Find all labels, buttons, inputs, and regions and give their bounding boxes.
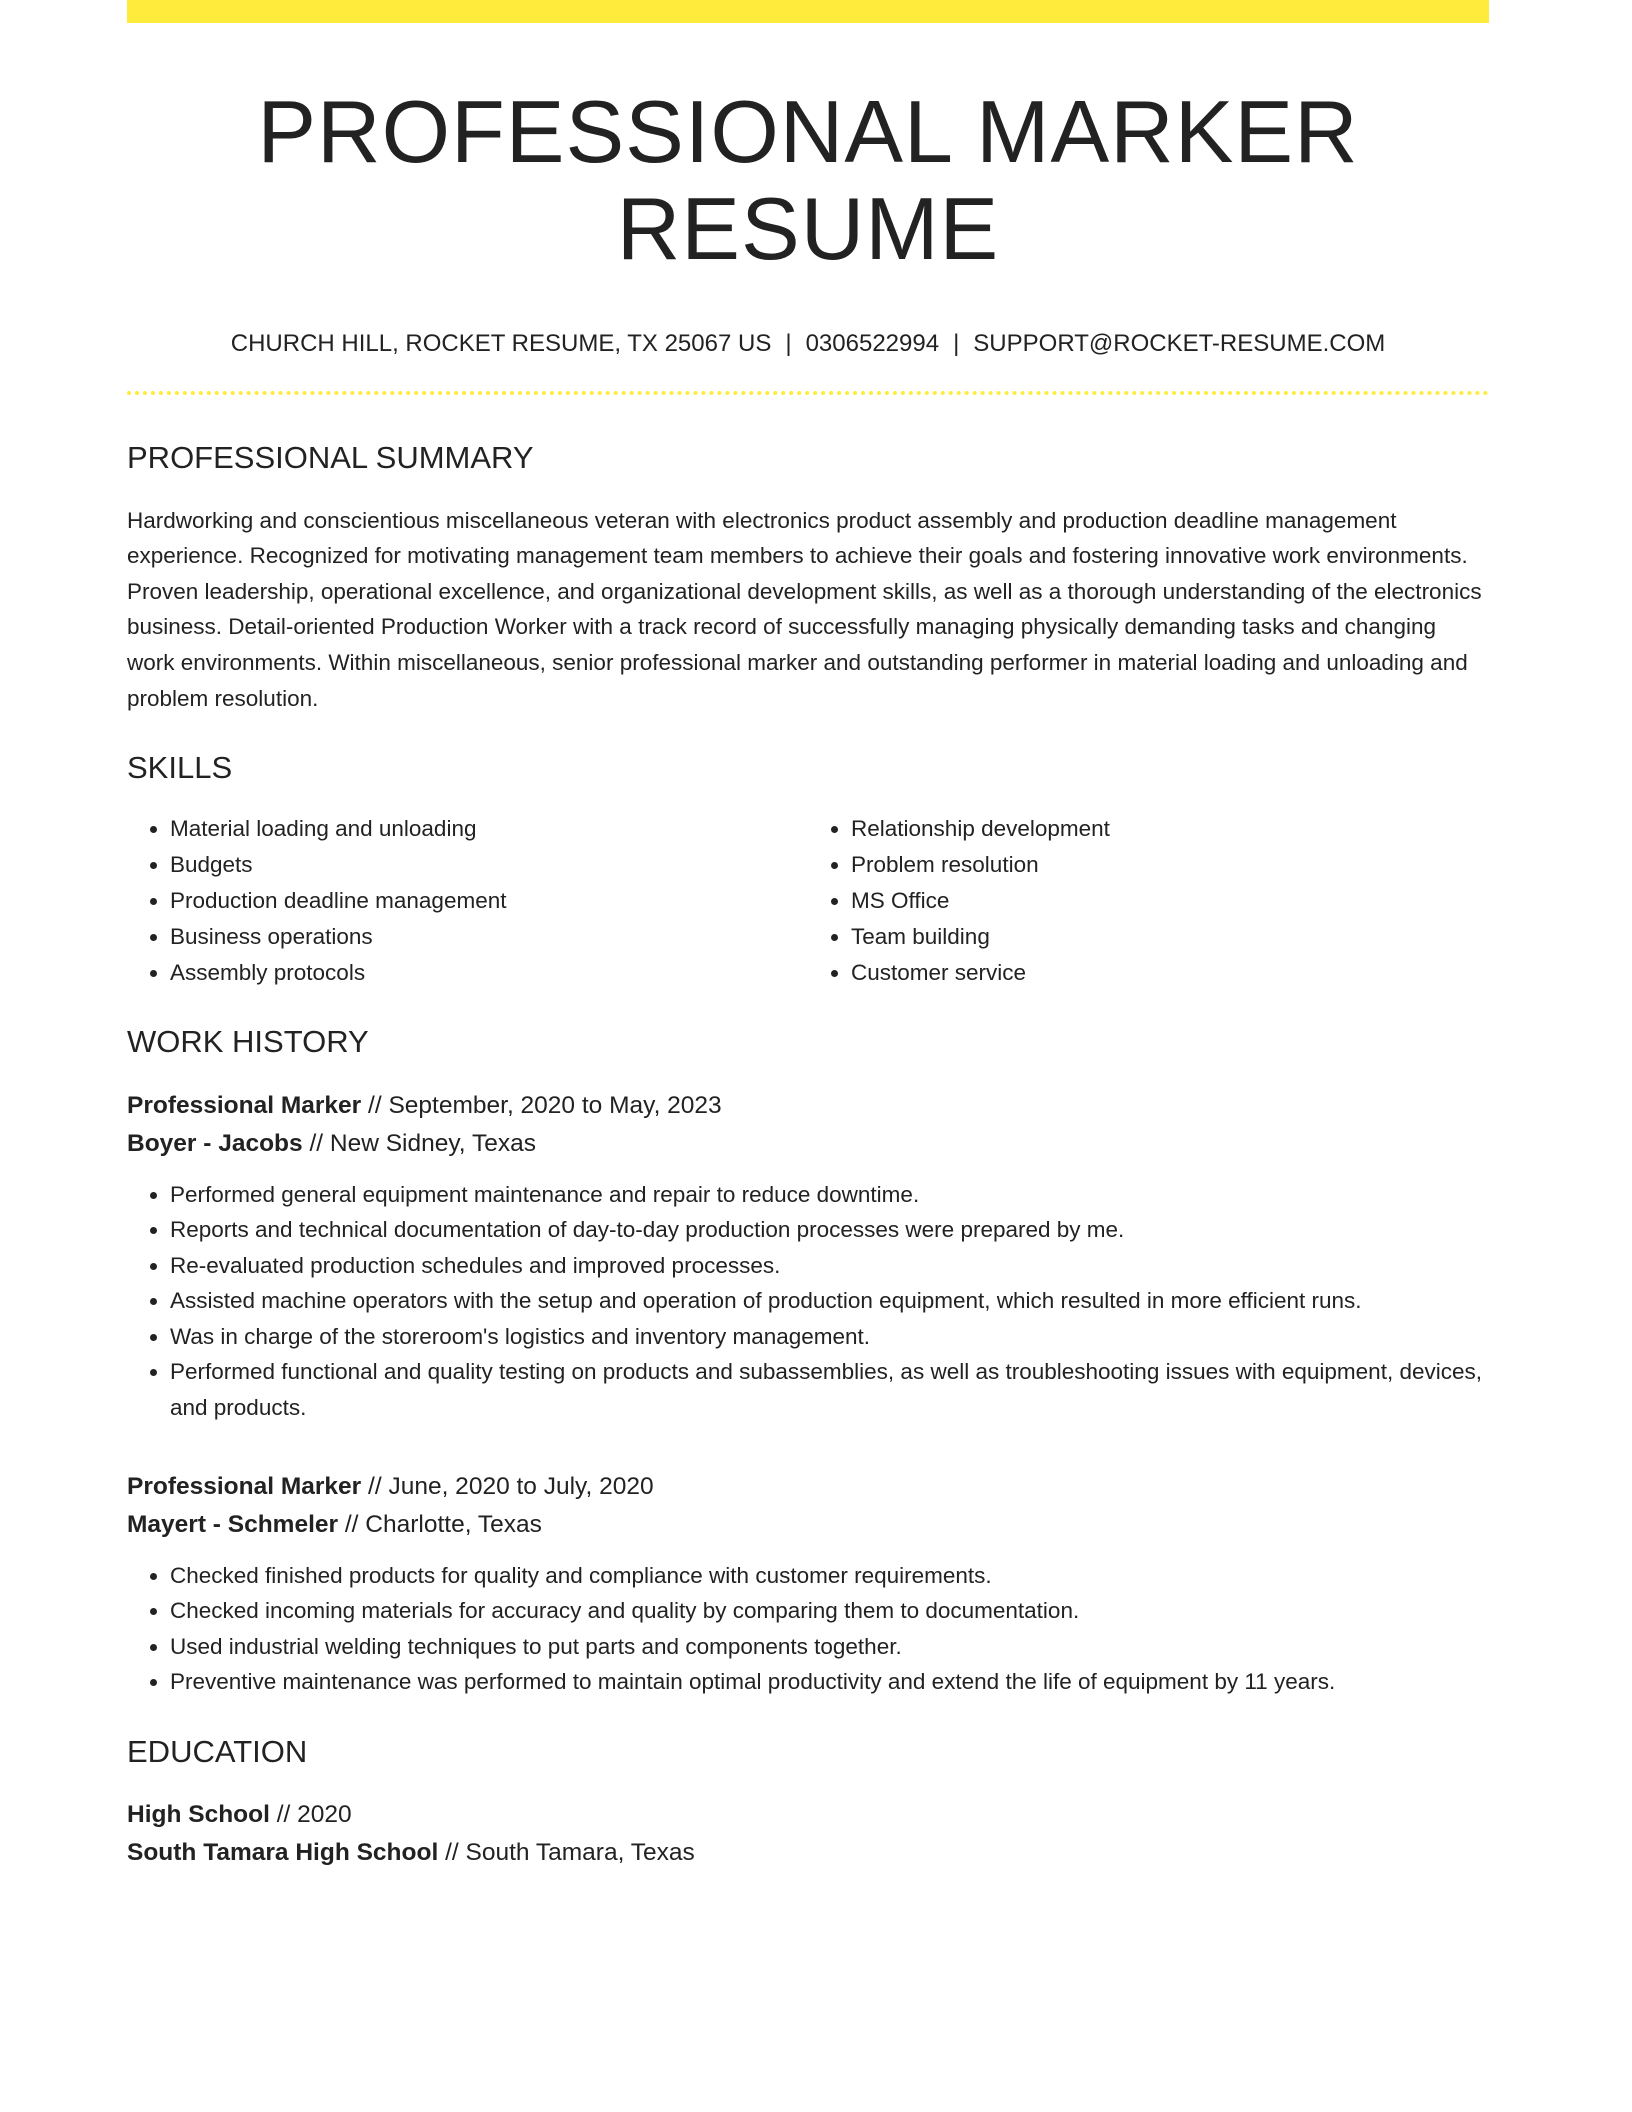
education-heading: EDUCATION	[127, 1734, 308, 1770]
skill-item: • Team building	[851, 919, 1489, 955]
summary-text: Hardworking and conscientious miscellaneous veteran with electronics product assembly and production deadline management experience. Recognized for motivating management team members to achieve their goals and fostering innovative work environments. Proven leadership, operational excellence, and organizational development skills, as well as a thorough understanding of the electronics business. Detail-oriented Production Worker with a track record of successfully managing physically demanding tasks and changing work environments. Within miscellaneous, senior professional marker and outstanding performer in material loading and unloading and problem resolution.	[127, 507, 1482, 711]
job-bullets	[127, 1177, 1489, 1426]
summary-heading: PROFESSIONAL SUMMARY	[127, 440, 534, 476]
education-entry	[127, 1796, 1489, 1872]
job-title-line	[127, 1468, 1489, 1506]
work-history-heading: WORK HISTORY	[127, 1024, 369, 1060]
job-dates: // September, 2020 to May, 2023	[361, 1091, 722, 1119]
education-degree: High School	[127, 1801, 270, 1829]
skill-item: • Business operations	[170, 919, 808, 955]
job-bullet: • Checked finished products for quality and compliance with customer requirements.	[170, 1558, 1489, 1594]
education-degree-line	[127, 1796, 1489, 1834]
education-school-line	[127, 1834, 1489, 1872]
job-company-line	[127, 1125, 1489, 1163]
skill-item: • Customer service	[851, 955, 1489, 991]
skills-column-left	[127, 811, 808, 991]
contact-phone: 0306522994	[805, 329, 940, 357]
skill-item: • Production deadline management	[170, 883, 808, 919]
skills-heading: SKILLS	[127, 750, 233, 786]
skill-item: • MS Office	[851, 883, 1489, 919]
job-bullet: • Used industrial welding techniques to put parts and components together.	[170, 1629, 1489, 1665]
job-bullet: • Checked incoming materials for accuracy and quality by comparing them to documentation.	[170, 1593, 1489, 1629]
skill-item: • Assembly protocols	[170, 955, 808, 991]
job-bullets	[127, 1558, 1489, 1700]
job-title-line	[127, 1087, 1489, 1125]
contact-separator: |	[785, 329, 792, 357]
skill-item: • Problem resolution	[851, 847, 1489, 883]
job-bullet: • Assisted machine operators with the setup and operation of production equipment, which resulted in more efficient runs.	[170, 1283, 1489, 1319]
job-entry	[127, 1087, 1489, 1426]
contact-line	[127, 330, 1489, 359]
job-company: Boyer - Jacobs	[127, 1129, 303, 1157]
skills-column-right	[808, 811, 1489, 991]
skill-item: • Relationship development	[851, 811, 1489, 847]
job-company: Mayert - Schmeler	[127, 1510, 339, 1538]
education-school: South Tamara High School	[127, 1839, 439, 1867]
education-location: // South Tamara, Texas	[438, 1839, 695, 1867]
contact-separator: |	[953, 329, 960, 357]
education-year: // 2020	[269, 1801, 352, 1829]
skill-item: • Budgets	[170, 847, 808, 883]
job-bullet: • Performed functional and quality testing on products and subassemblies, as well as troubleshooting issues with equipment, devices, and products.	[170, 1354, 1489, 1425]
job-location: // Charlotte, Texas	[338, 1510, 542, 1538]
resume-name: PROFESSIONAL MARKER RESUME	[257, 82, 1359, 278]
accent-top-bar	[127, 0, 1489, 23]
job-bullet: • Re-evaluated production schedules and improved processes.	[170, 1248, 1489, 1284]
resume-page	[127, 0, 1489, 1872]
skill-item: • Material loading and unloading	[170, 811, 808, 847]
job-dates: // June, 2020 to July, 2020	[361, 1472, 654, 1500]
job-entry	[127, 1468, 1489, 1700]
job-bullet: • Reports and technical documentation of day-to-day production processes were prepared by me.	[170, 1212, 1489, 1248]
job-company-line	[127, 1506, 1489, 1544]
job-bullet: • Preventive maintenance was performed to maintain optimal productivity and extend the life of equipment by 11 years.	[170, 1664, 1489, 1700]
contact-email: SUPPORT@ROCKET-RESUME.COM	[973, 329, 1386, 357]
job-bullet: • Performed general equipment maintenance and repair to reduce downtime.	[170, 1177, 1489, 1213]
job-location: // New Sidney, Texas	[302, 1129, 536, 1157]
skills-list	[127, 811, 1489, 991]
contact-address: CHURCH HILL, ROCKET RESUME, TX 25067 US	[230, 329, 772, 357]
job-role: Professional Marker	[127, 1091, 362, 1119]
dotted-divider	[127, 391, 1489, 395]
job-bullet: • Was in charge of the storeroom's logistics and inventory management.	[170, 1319, 1489, 1355]
job-role: Professional Marker	[127, 1472, 362, 1500]
